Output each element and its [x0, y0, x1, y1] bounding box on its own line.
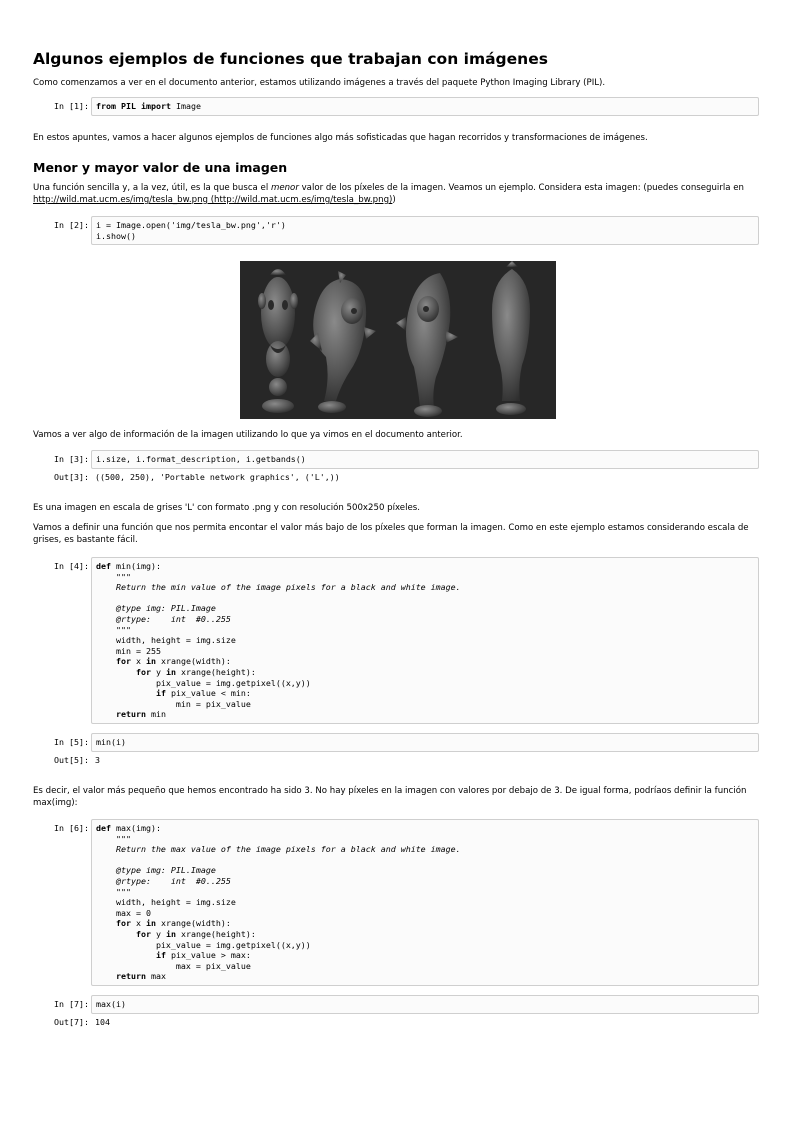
code-text: min(i)	[96, 737, 126, 747]
tesla-figure-graphic	[240, 261, 556, 419]
docstring-line: @rtype: int #0..255	[96, 613, 231, 624]
code-line: min = pix_value	[96, 698, 251, 709]
output-text: ((500, 250), 'Portable network graphics', ('L',))	[95, 472, 340, 482]
input-prompt-5: In [5]:	[54, 737, 89, 747]
input-prompt-1: In [1]:	[54, 101, 89, 111]
code-text: max(i)	[96, 999, 126, 1009]
intro-paragraph: Como comenzamos a ver en el documento anterior, estamos utilizando imágenes a través del paquete Python Imaging Library (PIL).	[33, 78, 606, 88]
emphasis-text: menor	[270, 183, 299, 193]
output-prompt-5: Out[5]:	[54, 755, 89, 765]
tesla-image	[240, 261, 556, 419]
paragraph: Vamos a ver algo de información de la imagen utilizando lo que ya vimos en el documento anterior.	[33, 430, 463, 440]
code-line: """	[96, 833, 131, 844]
code-text: y	[150, 928, 166, 939]
keyword: in	[165, 928, 176, 939]
section-heading: Menor y mayor valor de una imagen	[33, 160, 288, 175]
code-text: x	[130, 918, 146, 929]
code-line: width, height = img.size	[96, 635, 236, 646]
output-prompt-3: Out[3]:	[54, 472, 89, 482]
output-text: 3	[95, 755, 100, 765]
output-text: 104	[95, 1017, 110, 1027]
code-cell-2[interactable]	[91, 216, 759, 245]
image-link[interactable]: http://wild.mat.ucm.es/img/tesla_bw.png (http://wild.mat.ucm.es/img/tesla_bw.png)	[33, 195, 393, 205]
code-text: pix_value < min:	[165, 688, 251, 699]
code-text: xrange(height):	[175, 666, 256, 677]
code-line: min = 255	[96, 645, 161, 656]
code-line: max = 0	[96, 907, 151, 918]
code-text: max	[145, 971, 166, 982]
paragraph: Es decir, el valor más pequeño que hemos encontrado ha sido 3. No hay píxeles en la imagen con valores por debajo de 3. De igual forma, podríaos definir la función max(img):	[33, 786, 747, 808]
keyword: in	[165, 666, 176, 677]
code-line: width, height = img.size	[96, 897, 236, 908]
code-text: min	[145, 709, 166, 720]
code-line: """	[96, 571, 131, 582]
code-line: """	[96, 886, 131, 897]
code-text: x	[130, 656, 146, 667]
paragraph: En estos apuntes, vamos a hacer algunos ejemplos de funciones algo más sofisticadas que hagan recorridos y transformaciones de imágenes.	[33, 133, 648, 143]
code-text: xrange(height):	[175, 928, 256, 939]
code-text: Image	[175, 101, 201, 111]
code-cell-5[interactable]	[91, 733, 759, 752]
keyword: for	[115, 918, 131, 929]
keyword: for	[135, 666, 151, 677]
text-run: Una función sencilla y, a la vez, útil, es la que busca el	[33, 183, 271, 193]
keyword: import	[140, 101, 171, 111]
code-line: max = pix_value	[96, 960, 251, 971]
docstring-line: @rtype: int #0..255	[96, 875, 231, 886]
input-prompt-3: In [3]:	[54, 454, 89, 464]
code-cell-1[interactable]	[91, 97, 759, 116]
keyword: def	[96, 561, 111, 571]
keyword: return	[115, 709, 146, 720]
page-title: Algunos ejemplos de funciones que trabajan con imágenes	[33, 50, 548, 68]
text-run: valor de los píxeles de la imagen. Veamos un ejemplo. Considera esta imagen: (puedes conseguirla en	[298, 183, 744, 193]
code-cell-3[interactable]	[91, 450, 759, 469]
input-prompt-6: In [6]:	[54, 823, 89, 833]
docstring-line: Return the min value of the image pixels for a black and white image.	[96, 582, 461, 593]
code-cell-4[interactable]	[91, 557, 759, 724]
code-line: min(img):	[111, 561, 161, 571]
output-prompt-7: Out[7]:	[54, 1017, 89, 1027]
code-text: y	[150, 666, 166, 677]
paragraph: Es una imagen en escala de grises 'L' con formato .png y con resolución 500x250 píxeles.	[33, 503, 420, 513]
code-line: max(img):	[111, 823, 161, 833]
text-run: )	[392, 195, 396, 205]
keyword: for	[135, 928, 151, 939]
code-line: """	[96, 624, 131, 635]
code-line: pix_value = img.getpixel((x,y))	[96, 939, 311, 950]
docstring-line: @type img: PIL.Image	[96, 603, 216, 614]
input-prompt-2: In [2]:	[54, 220, 89, 230]
keyword: from	[96, 101, 116, 111]
code-text: xrange(width):	[155, 918, 231, 929]
code-cell-6[interactable]	[91, 819, 759, 986]
code-text: i = Image.open('img/tesla_bw.png','r') i.show()	[96, 220, 286, 241]
keyword: PIL	[120, 101, 136, 111]
keyword: for	[115, 656, 131, 667]
code-text	[96, 561, 754, 720]
keyword: in	[145, 918, 156, 929]
docstring-line: Return the max value of the image pixels for a black and white image.	[96, 844, 461, 855]
docstring-line: @type img: PIL.Image	[96, 865, 216, 876]
paragraph	[33, 182, 765, 206]
code-line: pix_value = img.getpixel((x,y))	[96, 677, 311, 688]
keyword: in	[145, 656, 156, 667]
code-text: i.size, i.format_description, i.getbands()	[96, 454, 306, 464]
input-prompt-7: In [7]:	[54, 999, 89, 1009]
code-text: pix_value > max:	[165, 950, 251, 961]
keyword: if	[155, 950, 166, 961]
keyword: return	[115, 971, 146, 982]
code-text: xrange(width):	[155, 656, 231, 667]
code-cell-7[interactable]	[91, 995, 759, 1014]
paragraph: Vamos a definir una función que nos permita encontar el valor más bajo de los píxeles que forman la imagen. Como en este ejemplo estamos considerando escala de grises, es bastante fácil.	[33, 523, 749, 545]
code-text	[96, 823, 754, 982]
keyword: if	[155, 688, 166, 699]
input-prompt-4: In [4]:	[54, 561, 89, 571]
keyword: def	[96, 823, 111, 833]
